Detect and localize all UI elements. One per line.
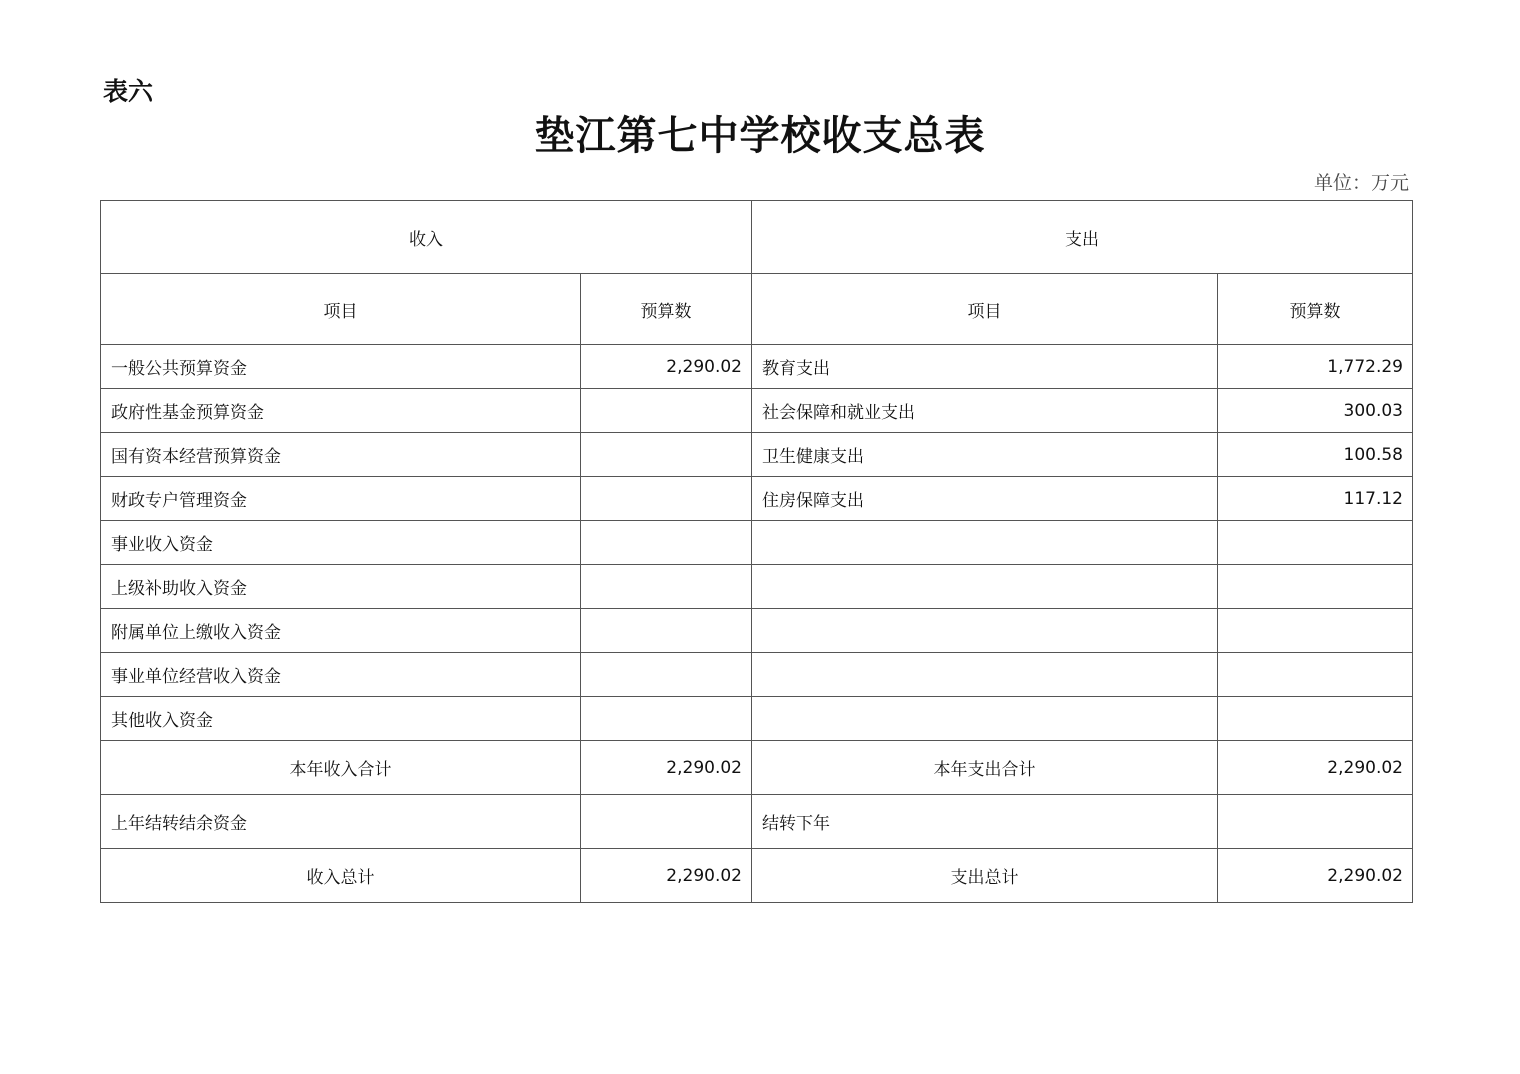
income-value-cell	[581, 565, 752, 609]
expense-value-cell	[1218, 609, 1413, 653]
column-header-row	[101, 274, 1413, 345]
budget-summary-table	[100, 200, 1413, 903]
expense-item-cell: 住房保障支出	[752, 477, 1218, 521]
income-item-cell: 事业单位经营收入资金	[101, 653, 581, 697]
income-section-header: 收入	[101, 201, 752, 274]
grand-income-total-label: 收入总计	[101, 849, 581, 903]
income-item-cell: 政府性基金预算资金	[101, 389, 581, 433]
year-income-total-label: 本年收入合计	[101, 741, 581, 795]
expense-value-cell: 100.58	[1218, 433, 1413, 477]
table-number-label: 表六	[103, 77, 154, 106]
income-budget-header: 预算数	[581, 274, 752, 345]
expense-value-cell: 300.03	[1218, 389, 1413, 433]
carryover-income-label: 上年结转结余资金	[101, 795, 581, 849]
income-item-cell: 国有资本经营预算资金	[101, 433, 581, 477]
expense-item-cell: 卫生健康支出	[752, 433, 1218, 477]
expense-item-cell	[752, 565, 1218, 609]
income-item-cell: 财政专户管理资金	[101, 477, 581, 521]
income-value-cell	[581, 477, 752, 521]
income-item-cell: 事业收入资金	[101, 521, 581, 565]
page-title: 垫江第七中学校收支总表	[534, 112, 986, 159]
table-row	[101, 477, 1413, 521]
year-income-total-value: 2,290.02	[581, 741, 752, 795]
expense-budget-header: 预算数	[1218, 274, 1413, 345]
section-header-row	[101, 201, 1413, 274]
year-total-row	[101, 741, 1413, 795]
expense-item-cell	[752, 521, 1218, 565]
carryover-income-value	[581, 795, 752, 849]
expense-value-cell	[1218, 697, 1413, 741]
table-row	[101, 565, 1413, 609]
table-row	[101, 345, 1413, 389]
expense-section-header: 支出	[752, 201, 1413, 274]
income-item-cell: 一般公共预算资金	[101, 345, 581, 389]
expense-value-cell: 1,772.29	[1218, 345, 1413, 389]
table-row	[101, 697, 1413, 741]
income-value-cell	[581, 697, 752, 741]
grand-expense-total-value: 2,290.02	[1218, 849, 1413, 903]
income-value-cell	[581, 521, 752, 565]
table-row	[101, 609, 1413, 653]
income-value-cell: 2,290.02	[581, 345, 752, 389]
expense-item-cell: 社会保障和就业支出	[752, 389, 1218, 433]
carryover-expense-label: 结转下年	[752, 795, 1218, 849]
income-value-cell	[581, 389, 752, 433]
expense-value-cell	[1218, 521, 1413, 565]
table-row	[101, 653, 1413, 697]
income-value-cell	[581, 433, 752, 477]
income-value-cell	[581, 653, 752, 697]
table-row	[101, 433, 1413, 477]
expense-item-header: 项目	[752, 274, 1218, 345]
grand-income-total-value: 2,290.02	[581, 849, 752, 903]
year-expense-total-label: 本年支出合计	[752, 741, 1218, 795]
income-item-cell: 附属单位上缴收入资金	[101, 609, 581, 653]
year-expense-total-value: 2,290.02	[1218, 741, 1413, 795]
expense-item-cell	[752, 609, 1218, 653]
expense-item-cell: 教育支出	[752, 345, 1218, 389]
expense-item-cell	[752, 697, 1218, 741]
grand-expense-total-label: 支出总计	[752, 849, 1218, 903]
carryover-row	[101, 795, 1413, 849]
grand-total-row	[101, 849, 1413, 903]
carryover-expense-value	[1218, 795, 1413, 849]
table-row	[101, 389, 1413, 433]
expense-value-cell: 117.12	[1218, 477, 1413, 521]
unit-label: 单位：万元	[1313, 172, 1409, 194]
income-item-cell: 上级补助收入资金	[101, 565, 581, 609]
expense-item-cell	[752, 653, 1218, 697]
expense-value-cell	[1218, 653, 1413, 697]
income-item-cell: 其他收入资金	[101, 697, 581, 741]
income-item-header: 项目	[101, 274, 581, 345]
table-row	[101, 521, 1413, 565]
expense-value-cell	[1218, 565, 1413, 609]
income-value-cell	[581, 609, 752, 653]
